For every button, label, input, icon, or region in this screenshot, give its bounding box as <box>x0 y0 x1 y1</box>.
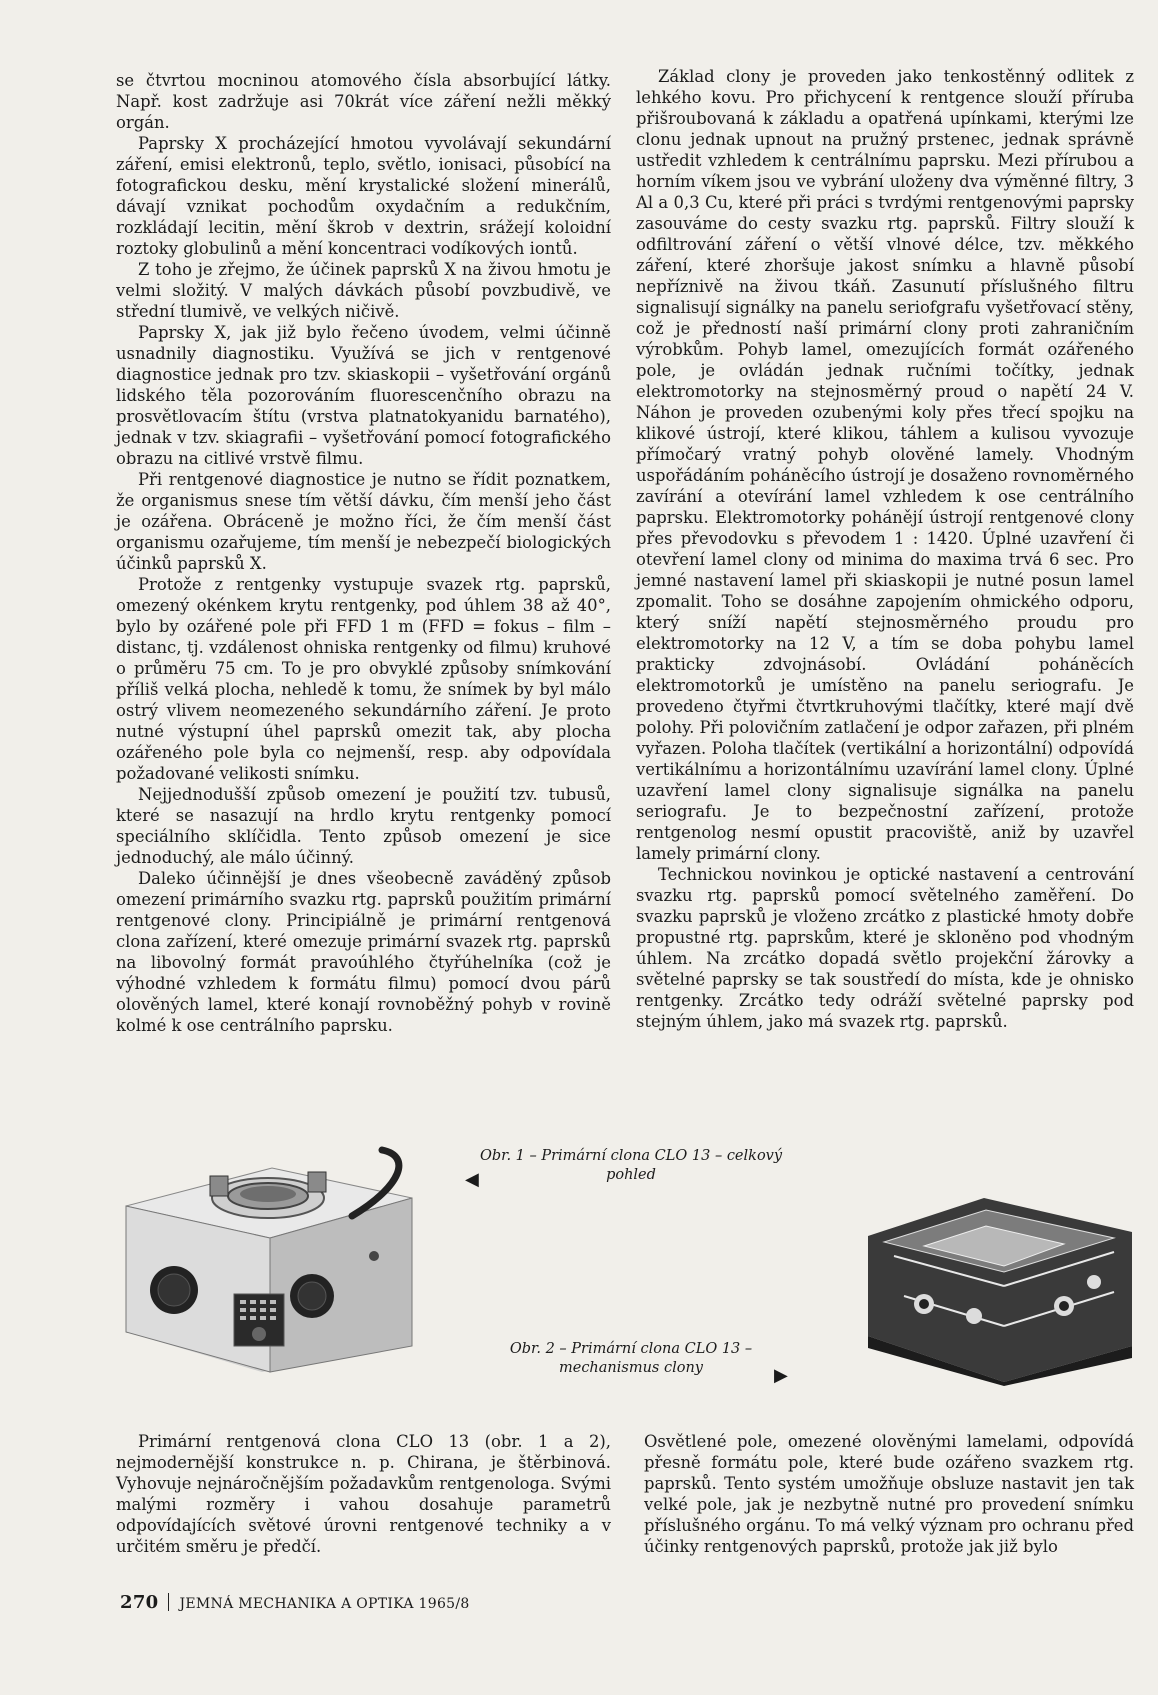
arrow-right-icon: ▶ <box>774 1365 788 1386</box>
paragraph: Základ clony je proveden jako tenkostěnný odlitek z lehkého kovu. Pro přichycení k rentgence slouží příruba přišroubovaná k základu a opatřená upínkami, kterými lze clonu jednak upnout na pružný prstenec, jednak správně ustředit vzhledem k centrálnímu paprsku. Mezi přírubou a horním víkem jsou ve vybrání uloženy dva výměnné filtry, 3 Al a 0,3 Cu, které při práci s tvrdými rentgenovými paprsky zasouváme do cesty svazku rtg. paprsků. Filtry slouží k odfiltrování záření o větší vlnové délce, tzv. měkkého záření, které zhoršuje jakost snímku a hlavně působí nepříznivě na živou tkáň. Zasunutí příslušného filtru signalisují signálky na panelu seriofgrafu vyšetřovací stěny, což je předností naší primární clony proti zahraničním výrobkům. Pohyb lamel, omezujících formát ozářeného pole, je ovládán jednak ručními točítky, jednak elektromotorky na stejnosměrný proud o napětí 24 V. Náhon je proveden ozubenými koly přes třecí spojku na klikové ústrojí, které klikou, táhlem a kulisou vyvozuje přímočarý vratný pohyb olověné lamely. Vhodným uspořádáním poháněcího ústrojí je dosaženo rovnoměrného zavírání a otevírání lamel vzhledem k ose centrálního paprsku. Elektromotorky pohánějí ústrojí rentgenové clony přes převodovku s převodem 1 : 1420. Úplné uzavření či otevření lamel clony od minima do maxima trvá 6 sec. Pro jemné nastavení lamel při skiaskopii je nutné posun lamel zpomalit. Toho se dosáhne zapojením ohmického odporu, který sníží napětí stejnosměrného proudu pro elektromotorky na 12 V, a tím se doba pohybu lamel prakticky zdvojnásobí. Ovládání poháněcích elektromotorků je umístěno na panelu seriografu. Je provedeno čtyřmi čtvrtkruhovými tlačítky, které mají dvě polohy. Při polovičním zatlačení je odpor zařazen, při plném vyřazen. Poloha tlačítek (vertikální a horizontální) odpovídá vertikálnímu a horizontálnímu uzavírání lamel clony. Úplné uzavření lamel clony signalisuje signálka na panelu seriografu. Je to bezpečnostní zařízení, protože rentgenolog nesmí opustit pracoviště, aniž by uzavřel lamely primární clony. <box>636 67 1134 863</box>
paragraph: se čtvrtou mocninou atomového čísla absorbující látky. Např. kost zadržuje asi 70krát více záření nežli měkký orgán. <box>116 71 611 132</box>
figure-2-caption: Obr. 2 – Primární clona CLO 13 – mechanismus clony <box>509 1341 753 1376</box>
figure-1-caption: Obr. 1 – Primární clona CLO 13 – celkový pohled <box>479 1148 783 1183</box>
arrow-left-icon: ◀ <box>465 1169 479 1190</box>
paragraph: Primární rentgenová clona CLO 13 (obr. 1 a 2), nejmodernější konstrukce n. p. Chirana, je štěrbinová. Vyhovuje nejnáročnějším požadavkům rentgenologa. Svými malými rozměry i vahou dosahuje parametrů odpovídajících světové úrovni rentgenové techniky a v určitém směru je předčí. <box>116 1432 611 1556</box>
figure-2-photo <box>864 1186 1136 1386</box>
page-footer <box>120 1592 470 1613</box>
right-column <box>636 66 1134 1032</box>
paragraph: Paprsky X procházející hmotou vyvolávají sekundární záření, emisi elektronů, teplo, světlo, ionisaci, působící na fotografickou desku, mění krystalické složení minerálů, dávají vznikat pochodům oxydačním a redukčním, rozkládají lecitin, mění škrob v dextrin, srážejí koloidní roztoky globulinů a mění koncentraci vodíkových iontů. <box>116 134 611 258</box>
paragraph: Osvětlené pole, omezené olověnými lamelami, odpovídá přesně formátu pole, které bude ozářeno svazkem rtg. paprsků. Tento systém umožňuje obsluze nastavit jen tak velké pole, jak je nezbytně nutné pro provedení snímku příslušného orgánu. To má velký význam pro ochranu před účinky rentgenových paprsků, protože jak již bylo <box>644 1432 1134 1556</box>
page-number: 270 <box>120 1592 159 1613</box>
bottom-left-column <box>116 1431 611 1557</box>
bottom-right-column <box>644 1431 1134 1557</box>
paragraph: Technickou novinkou je optické nastavení a centrování svazku rtg. paprsků pomocí světelného zaměření. Do svazku paprsků je vloženo zrcátko z plastické hmoty dobře propustné rtg. paprskům, které je skloněno pod vhodným úhlem. Na zrcátko dopadá světlo projekční žárovky a světelné paprsky se tak soustředí do místa, kde je ohnisko rentgenky. Zrcátko tedy odráží světelné paprsky pod stejným úhlem, jako má svazek rtg. paprsků. <box>636 865 1134 1031</box>
paragraph: Při rentgenové diagnostice je nutno se řídit poznatkem, že organismus snese tím větší dávku, čím menší jeho část je ozářena. Obráceně je možno říci, že čím menší část organismu ozařujeme, tím menší je nebezpečí biologických účinků paprsků X. <box>116 470 611 573</box>
figure-1-photo <box>112 1146 476 1374</box>
paragraph: Paprsky X, jak již bylo řečeno úvodem, velmi účinně usnadnily diagnostiku. Využívá se jich v rentgenové diagnostice jednak pro tzv. skiaskopii – vyšetřování orgánů lidského těla pozorováním fluorescenčního obrazu na prosvětlovacím štítu (vrstva platnatokyanidu barnatého), jednak v tzv. skiagrafii – vyšetřování pomocí fotografického obrazu na citlivé vrstvě filmu. <box>116 323 611 468</box>
paragraph: Z toho je zřejmo, že účinek paprsků X na živou hmotu je velmi složitý. V malých dávkách působí povzbudivě, ve střední tlumivě, ve velkých ničivě. <box>116 260 611 321</box>
paragraph: Nejjednodušší způsob omezení je použití tzv. tubusů, které se nasazují na hrdlo krytu rentgenky pomocí speciálního sklíčidla. Tento způsob omezení je sice jednoduchý, ale málo účinný. <box>116 785 611 867</box>
journal-title: JEMNÁ MECHANIKA A OPTIKA 1965/8 <box>179 1596 470 1612</box>
paragraph: Protože z rentgenky vystupuje svazek rtg. paprsků, omezený okénkem krytu rentgenky, pod úhlem 38 až 40°, bylo by ozářené pole při FFD 1 m (FFD = fokus – film – distanc, tj. vzdálenost ohniska rentgenky od filmu) kruhové o průměru 75 cm. To je pro obvyklé způsoby snímkování příliš velká plocha, nehledě k tomu, že snímek by byl málo ostrý vlivem neomezeného sekundárního záření. Je proto nutné výstupní úhel paprsků omezit tak, aby plocha ozářeného pole byla co nejmenší, resp. aby odpovídala požadované velikosti snímku. <box>116 575 611 783</box>
paragraph: Daleko účinnější je dnes všeobecně zaváděný způsob omezení primárního svazku rtg. paprsků použitím primární rentgenové clony. Principiálně je primární rentgenová clona zařízení, které omezuje primární svazek rtg. paprsků na libovolný formát pravoúhlého čtyřúhelníka (což je výhodné vzhledem k formátu filmu) pomocí dvou párů olověných lamel, které konají rovnoběžný pohyb v rovině kolmé k ose centrálního paprsku. <box>116 869 611 1035</box>
collimator-photo <box>112 1146 476 1374</box>
mechanism-photo <box>864 1186 1136 1386</box>
left-column <box>116 70 611 1036</box>
footer-divider <box>168 1593 169 1611</box>
